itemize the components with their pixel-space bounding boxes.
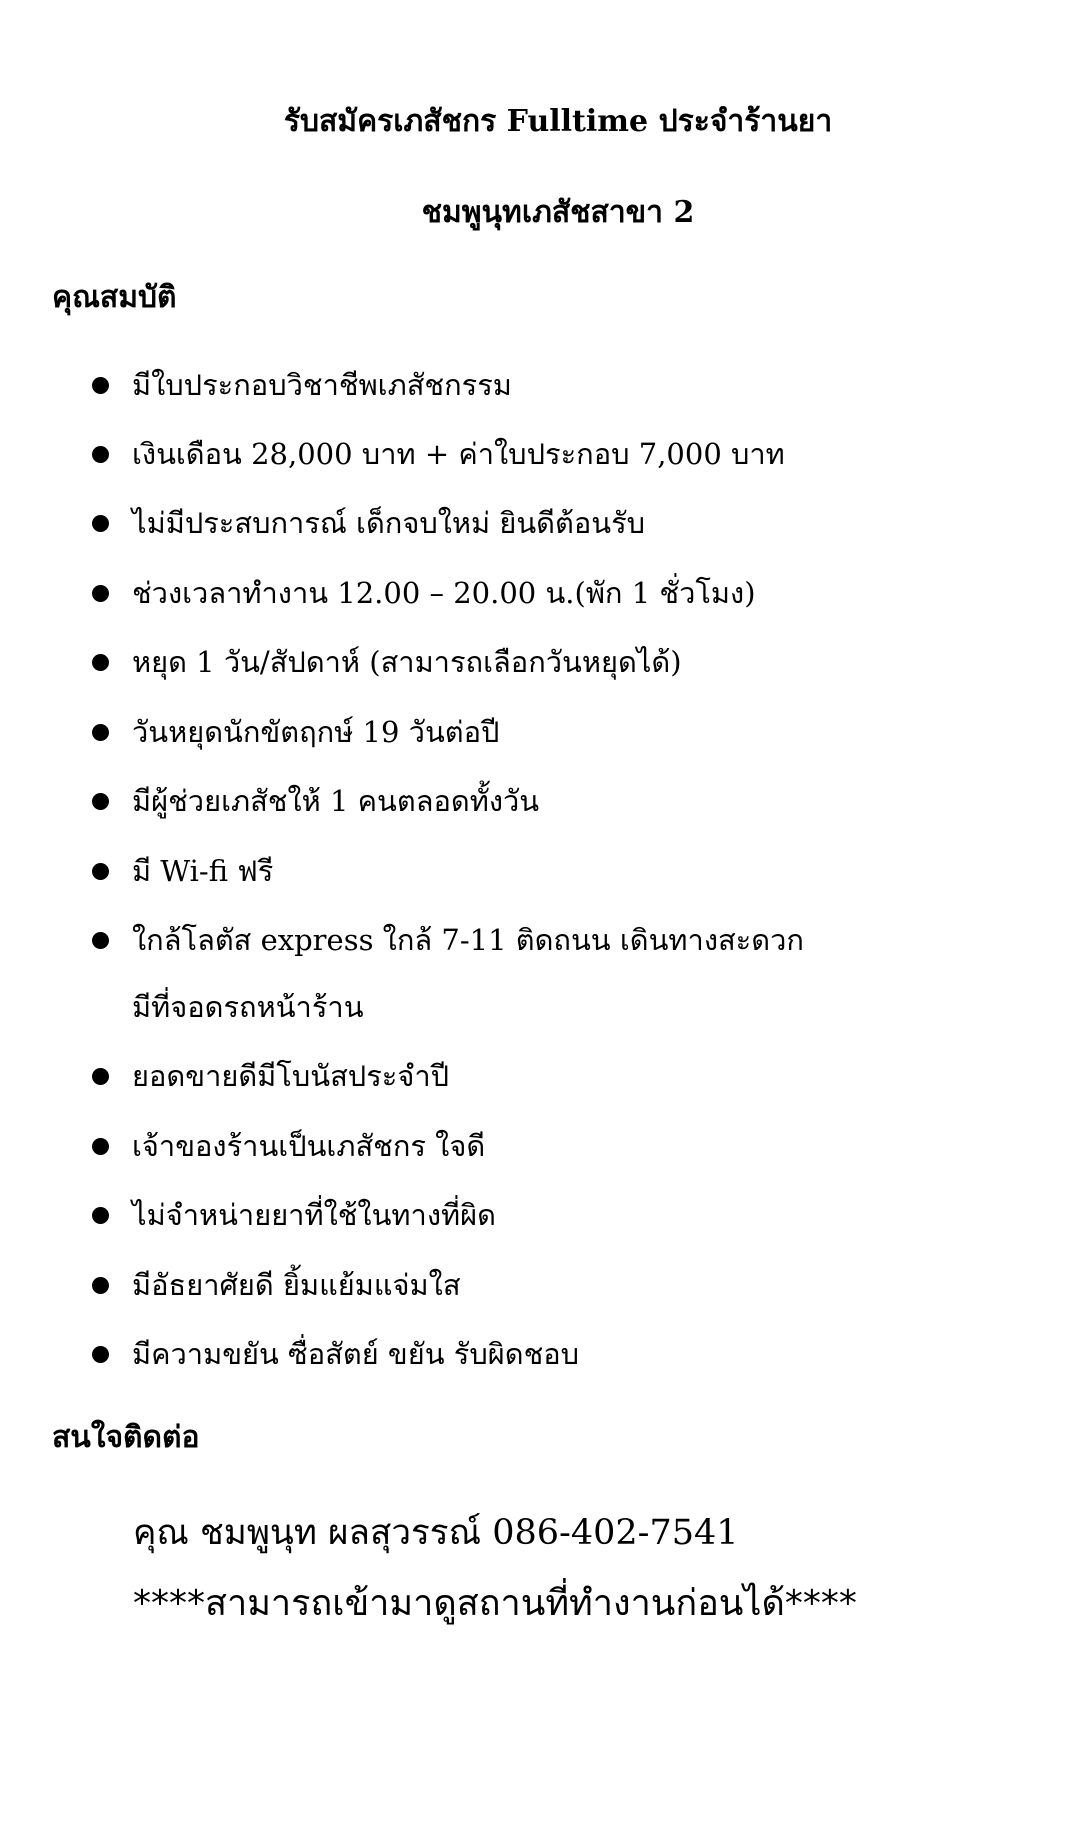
bullet-icon: [92, 724, 109, 741]
list-item-text: มีที่จอดรถหน้าร้าน: [132, 990, 364, 1024]
bullet-icon: [92, 1277, 109, 1294]
contact-person: คุณ ชมพูนุท ผลสุวรรณ์ 086-402-7541: [133, 1513, 739, 1553]
bullet-icon: [92, 1207, 109, 1224]
list-item-text: หยุด 1 วัน/สัปดาห์ (สามารถเลือกวันหยุดได้): [132, 645, 682, 679]
qualifications-heading: คุณสมบัติ: [52, 280, 177, 315]
list-item-text: ช่วงเวลาทำงาน 12.00 – 20.00 น.(พัก 1 ชั่วโมง): [132, 576, 756, 610]
bullet-icon: [92, 793, 109, 810]
list-item-text: ไม่จำหน่ายยาที่ใช้ในทางที่ผิด: [132, 1198, 496, 1232]
document-subtitle: ชมพูนุทเภสัชสาขา 2: [421, 195, 695, 230]
list-item-text: ใกล้โลตัส express ใกล้ 7-11 ติดถนน เดินทางสะดวก: [132, 923, 804, 957]
contact-heading: สนใจติดต่อ: [52, 1420, 200, 1455]
list-item-text: มี Wi-fi ฟรี: [132, 854, 274, 888]
contact-note: ****สามารถเข้ามาดูสถานที่ทำงานก่อนได้****: [133, 1583, 857, 1624]
bullet-icon: [92, 1346, 109, 1363]
list-item-text: มีใบประกอบวิชาชีพเภสัชกรรม: [132, 368, 512, 402]
list-item-text: ยอดขายดีมีโบนัสประจำปี: [132, 1059, 450, 1093]
list-item-text: มีความขยัน ซื่อสัตย์ ขยัน รับผิดชอบ: [132, 1337, 580, 1371]
list-item-text: มีอัธยาศัยดี ยิ้มแย้มแจ่มใส: [132, 1268, 461, 1302]
bullet-icon: [92, 1138, 109, 1155]
document-title: รับสมัครเภสัชกร Fulltime ประจำร้านยา: [283, 104, 833, 139]
list-item-text: มีผู้ช่วยเภสัชให้ 1 คนตลอดทั้งวัน: [132, 784, 540, 818]
bullet-icon: [92, 515, 109, 532]
list-item-text: เจ้าของร้านเป็นเภสัชกร ใจดี: [132, 1129, 486, 1163]
bullet-icon: [92, 654, 109, 671]
bullet-icon: [92, 863, 109, 880]
bullet-icon: [92, 446, 109, 463]
list-item-text: วันหยุดนักขัตฤกษ์ 19 วันต่อปี: [132, 715, 500, 749]
bullet-icon: [92, 932, 109, 949]
bullet-icon: [92, 1068, 109, 1085]
bullet-icon: [92, 377, 109, 394]
list-item-text: เงินเดือน 28,000 บาท + ค่าใบประกอบ 7,000 บาท: [132, 437, 785, 471]
list-item-text: ไม่มีประสบการณ์ เด็กจบใหม่ ยินดีต้อนรับ: [132, 506, 646, 540]
bullet-icon: [92, 585, 109, 602]
